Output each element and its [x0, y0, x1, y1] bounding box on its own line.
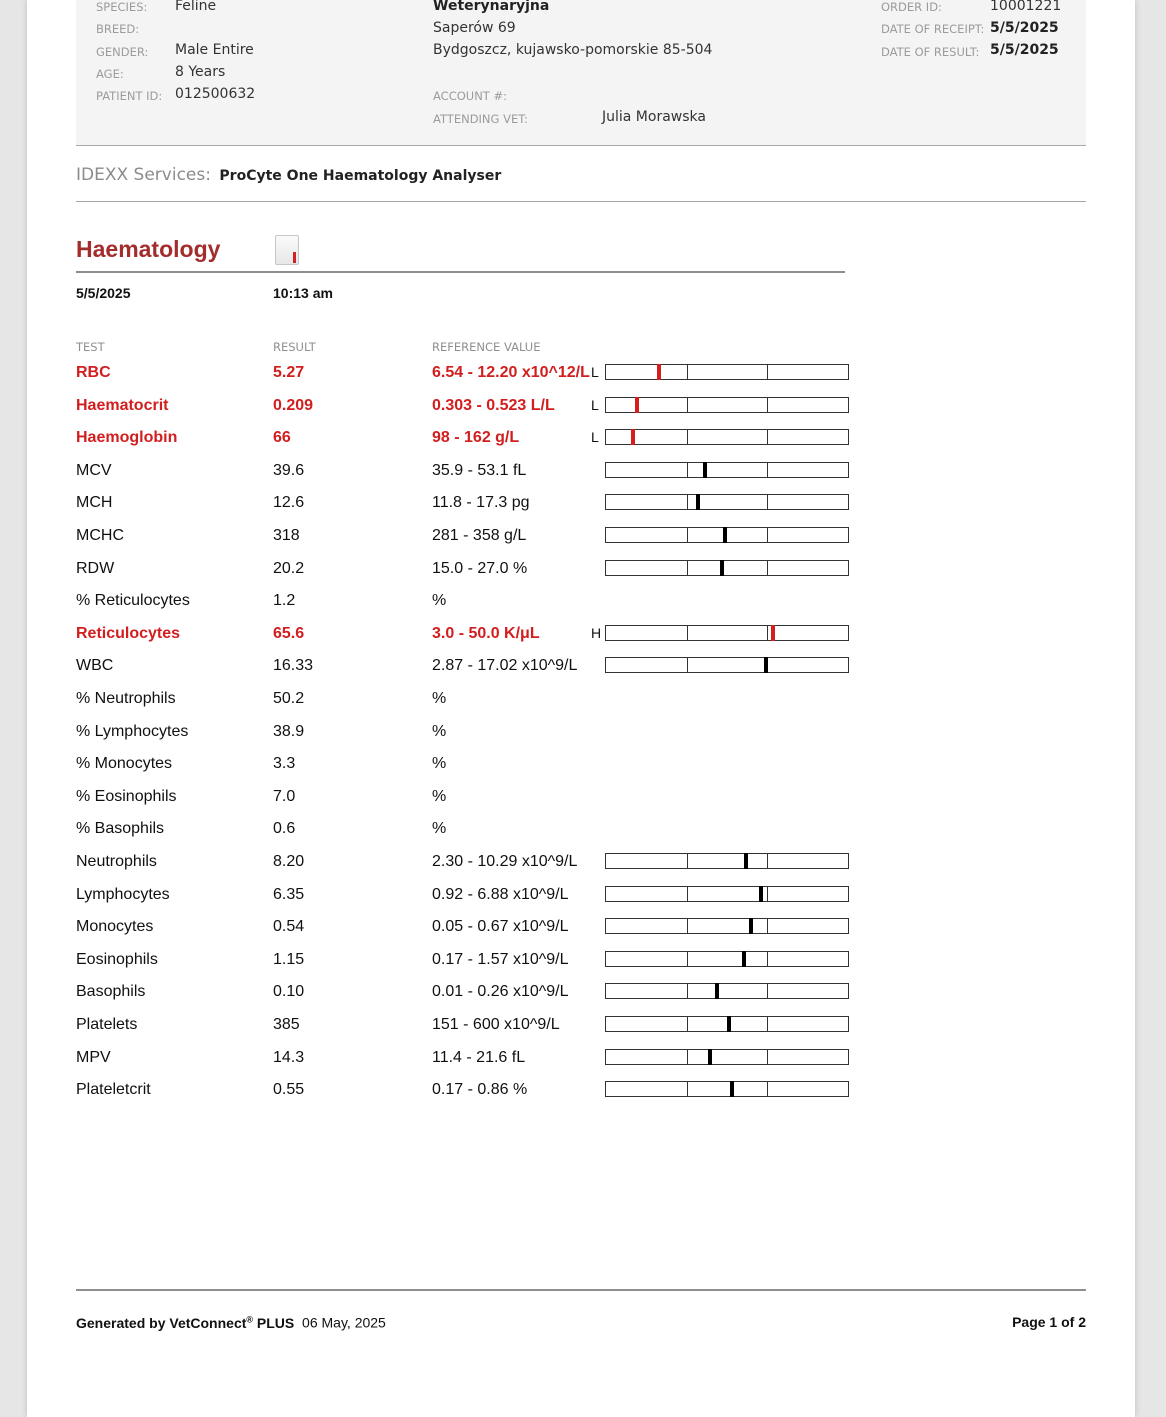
breed-label: BREED: — [96, 22, 140, 36]
sample-tube-icon[interactable] — [275, 235, 299, 265]
test-result: 50.2 — [273, 690, 305, 707]
reference-gauge — [605, 625, 849, 641]
species-label: SPECIES: — [96, 0, 148, 14]
test-reference: 281 - 358 g/L — [432, 527, 527, 544]
reference-gauge — [605, 397, 849, 413]
footer-divider — [76, 1289, 1086, 1291]
table-row — [27, 657, 1135, 689]
test-result: 8.20 — [273, 853, 305, 870]
test-reference: 11.8 - 17.3 pg — [432, 494, 530, 512]
gauge-marker — [635, 397, 639, 413]
table-row — [27, 462, 1135, 494]
test-name: RBC — [76, 364, 111, 381]
result-date-value: 5/5/2025 — [990, 42, 1059, 58]
test-result: 0.6 — [273, 820, 296, 838]
test-name: Lymphocytes — [76, 885, 170, 903]
clinic-city: Bydgoszcz, kujawsko-pomorskie 85-504 — [433, 42, 713, 58]
flag-indicator: L — [591, 429, 599, 446]
test-result: 66 — [273, 429, 291, 447]
test-result: 38.9 — [273, 722, 305, 740]
test-name: MPV — [76, 1048, 111, 1066]
table-row — [27, 788, 1135, 820]
test-reference: 2.30 - 10.29 x10^9/L — [432, 853, 578, 870]
test-reference: % — [432, 755, 447, 773]
test-reference: 0.303 - 0.523 L/L — [432, 396, 555, 414]
test-reference: % — [432, 592, 447, 610]
reference-gauge — [605, 1081, 849, 1097]
table-row — [27, 723, 1135, 755]
table-row — [27, 983, 1135, 1015]
species-value: Feline — [175, 0, 217, 14]
gauge-marker — [723, 527, 727, 543]
flag-indicator: H — [591, 624, 602, 641]
test-name: MCHC — [76, 527, 124, 544]
clinic-name: Weterynaryjna — [433, 0, 550, 14]
services-line — [76, 165, 501, 185]
table-row — [27, 429, 1135, 461]
age-label: AGE: — [96, 67, 124, 81]
reference-gauge — [605, 527, 849, 543]
gender-value: Male Entire — [175, 42, 254, 58]
table-row — [27, 625, 1135, 657]
test-result: 1.2 — [273, 592, 296, 610]
reference-gauge — [605, 429, 849, 445]
result-date-label: DATE OF RESULT: — [881, 45, 980, 59]
footer-brand-mark: ® — [246, 1314, 254, 1324]
test-result: 3.3 — [273, 755, 296, 773]
test-name: % Eosinophils — [76, 787, 177, 805]
account-label: ACCOUNT #: — [433, 89, 507, 103]
test-reference: 151 - 600 x10^9/L — [432, 1016, 560, 1033]
reference-gauge — [605, 951, 849, 967]
gauge-marker — [703, 462, 707, 478]
gauge-marker — [727, 1016, 731, 1032]
gauge-marker — [744, 853, 748, 869]
footer-prefix: Generated by — [76, 1314, 170, 1331]
reference-gauge — [605, 886, 849, 902]
test-result: 20.2 — [273, 559, 305, 577]
attending-vet-value: Julia Morawska — [602, 109, 706, 125]
gauge-marker — [631, 429, 635, 445]
gauge-marker — [749, 918, 753, 934]
run-time: 10:13 am — [273, 285, 333, 301]
test-reference: % — [432, 722, 447, 740]
test-reference: % — [432, 690, 447, 707]
receipt-date-value: 5/5/2025 — [990, 20, 1059, 36]
reference-gauge — [605, 853, 849, 869]
reference-gauge — [605, 918, 849, 934]
flag-indicator: L — [591, 364, 599, 380]
test-reference: 0.01 - 0.26 x10^9/L — [432, 983, 569, 1001]
test-name: Plateletcrit — [76, 1081, 151, 1099]
test-reference: 0.05 - 0.67 x10^9/L — [432, 918, 569, 936]
table-row — [27, 560, 1135, 592]
test-reference: 11.4 - 21.6 fL — [432, 1048, 526, 1066]
footer-date: 06 May, 2025 — [302, 1314, 386, 1331]
test-name: Neutrophils — [76, 853, 157, 870]
test-result: 12.6 — [273, 494, 305, 512]
test-reference: 98 - 162 g/L — [432, 429, 520, 447]
table-row — [27, 494, 1135, 526]
test-result: 6.35 — [273, 885, 305, 903]
test-reference: 0.17 - 1.57 x10^9/L — [432, 950, 569, 968]
receipt-date-label: DATE OF RECEIPT: — [881, 22, 985, 36]
table-row — [27, 690, 1135, 722]
gauge-marker — [657, 364, 661, 380]
test-reference: % — [432, 787, 447, 805]
test-result: 0.54 — [273, 918, 305, 936]
test-reference: 2.87 - 17.02 x10^9/L — [432, 657, 578, 675]
test-reference: % — [432, 820, 447, 838]
table-row — [27, 397, 1135, 429]
gauge-marker — [715, 983, 719, 999]
attending-vet-label: ATTENDING VET: — [433, 112, 528, 126]
section-title: Haematology — [76, 236, 221, 262]
test-name: % Lymphocytes — [76, 722, 189, 740]
test-result: 385 — [273, 1016, 300, 1033]
test-name: RDW — [76, 559, 115, 577]
test-name: Monocytes — [76, 918, 154, 936]
reference-gauge — [605, 462, 849, 478]
test-name: Haemoglobin — [76, 429, 178, 447]
footer-generated — [76, 1314, 386, 1331]
gauge-marker — [708, 1049, 712, 1065]
test-reference: 0.17 - 0.86 % — [432, 1081, 528, 1099]
test-name: Reticulocytes — [76, 624, 181, 642]
flag-indicator: L — [591, 396, 599, 413]
clinic-street: Saperów 69 — [433, 20, 516, 36]
gauge-marker — [720, 560, 724, 576]
section-divider — [76, 271, 845, 273]
test-name: % Monocytes — [76, 755, 173, 773]
test-result: 16.33 — [273, 657, 314, 675]
test-result: 7.0 — [273, 787, 296, 805]
reference-gauge — [605, 364, 849, 380]
gauge-marker — [742, 951, 746, 967]
gauge-marker — [771, 625, 775, 641]
table-row — [27, 755, 1135, 787]
column-header-test: TEST — [76, 340, 105, 354]
test-result: 14.3 — [273, 1048, 305, 1066]
table-row — [27, 592, 1135, 624]
test-name: Eosinophils — [76, 950, 158, 968]
test-name: Basophils — [76, 983, 146, 1001]
gauge-marker — [730, 1081, 734, 1097]
patient-id-label: PATIENT ID: — [96, 89, 163, 103]
table-row — [27, 364, 1135, 396]
test-reference: 0.92 - 6.88 x10^9/L — [432, 885, 569, 903]
order-id-value: 10001221 — [990, 0, 1062, 14]
test-name: % Reticulocytes — [76, 592, 190, 610]
services-label: IDEXX Services: — [76, 165, 211, 185]
test-name: Platelets — [76, 1016, 138, 1033]
reference-gauge — [605, 494, 849, 510]
reference-gauge — [605, 560, 849, 576]
test-reference: 3.0 - 50.0 K/μL — [432, 624, 540, 642]
test-result: 0.55 — [273, 1081, 305, 1099]
age-value: 8 Years — [175, 64, 226, 80]
footer-brand-suffix: PLUS — [253, 1314, 295, 1331]
test-reference: 35.9 - 53.1 fL — [432, 461, 527, 479]
test-name: % Neutrophils — [76, 690, 176, 707]
test-name: Haematocrit — [76, 396, 169, 414]
test-name: % Basophils — [76, 820, 165, 838]
run-date: 5/5/2025 — [76, 285, 131, 301]
report-page — [27, 0, 1135, 1417]
test-result: 39.6 — [273, 461, 305, 479]
test-name: WBC — [76, 657, 114, 675]
services-value: ProCyte One Haematology Analyser — [219, 168, 502, 184]
table-row — [27, 820, 1135, 852]
test-result: 1.15 — [273, 950, 305, 968]
column-header-reference: REFERENCE VALUE — [432, 340, 541, 354]
table-row — [27, 951, 1135, 983]
table-row — [27, 1081, 1135, 1113]
divider — [76, 201, 1086, 202]
table-row — [27, 853, 1135, 885]
reference-gauge — [605, 657, 849, 673]
order-id-label: ORDER ID: — [881, 0, 942, 14]
test-name: MCV — [76, 461, 112, 479]
test-name: MCH — [76, 494, 113, 512]
gauge-marker — [759, 886, 763, 902]
gender-label: GENDER: — [96, 45, 149, 59]
reference-gauge — [605, 983, 849, 999]
test-reference: 15.0 - 27.0 % — [432, 559, 528, 577]
reference-gauge — [605, 1049, 849, 1065]
patient-info-box — [76, 0, 1086, 146]
table-row — [27, 918, 1135, 950]
page-number: Page 1 of 2 — [1012, 1314, 1086, 1330]
test-reference: 6.54 - 12.20 x10^12/L — [432, 364, 590, 381]
patient-id-value: 012500632 — [175, 86, 256, 102]
test-result: 0.10 — [273, 983, 305, 1001]
footer-brand: VetConnect — [169, 1314, 247, 1331]
gauge-marker — [764, 657, 768, 673]
test-result: 65.6 — [273, 624, 305, 642]
table-row — [27, 886, 1135, 918]
reference-gauge — [605, 1016, 849, 1032]
gauge-marker — [696, 494, 700, 510]
test-result: 0.209 — [273, 396, 314, 414]
table-row — [27, 1049, 1135, 1081]
test-result: 5.27 — [273, 364, 305, 381]
column-header-result: RESULT — [273, 340, 316, 354]
table-row — [27, 1016, 1135, 1048]
table-row — [27, 527, 1135, 559]
test-result: 318 — [273, 527, 300, 544]
